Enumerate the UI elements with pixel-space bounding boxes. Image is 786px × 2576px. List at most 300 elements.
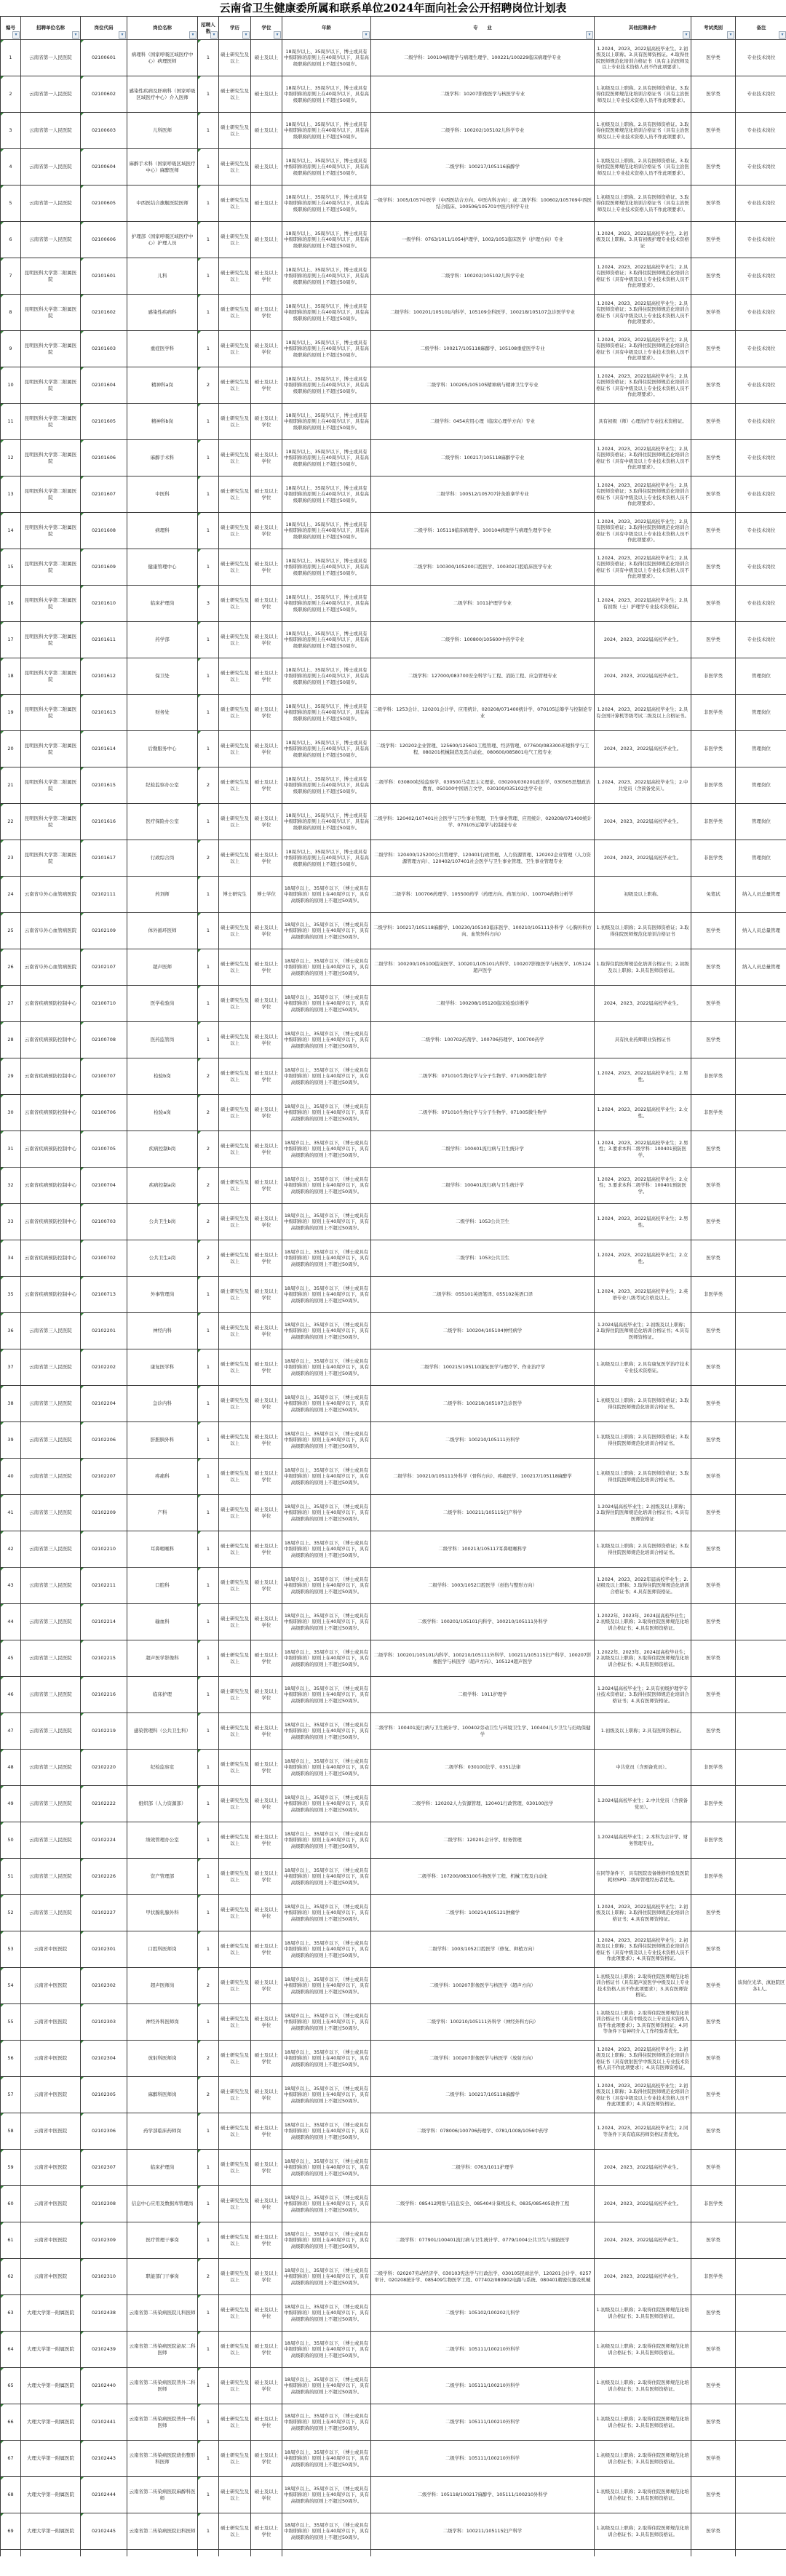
cell-num[interactable]: 2	[198, 1131, 219, 1167]
cell-code[interactable]: 02102207	[81, 1459, 127, 1494]
cell-code[interactable]: 02102222	[81, 1786, 127, 1822]
cell-note[interactable]	[736, 2150, 786, 2185]
cell-name[interactable]: 云南省第二传染病医院普外一科医师	[127, 2404, 198, 2440]
cell-note[interactable]	[736, 986, 786, 1021]
cell-edu[interactable]: 硕士研究生及以上	[219, 1095, 251, 1131]
cell-exam[interactable]: 医学类	[691, 186, 736, 221]
column-header-code[interactable]: 岗位代码 ▾	[81, 17, 127, 39]
cell-major[interactable]: 二级学科：100104病理学与病理生理学、100221/100229临床病理学专业	[371, 40, 595, 76]
cell-age[interactable]: 18周岁以上、35周岁以下，博士或具有中级职称的原则上在40周岁以下，具有高级职称的原则上不超过50周岁。	[282, 331, 371, 367]
cell-deg[interactable]: 硕士及以上学位	[251, 2368, 282, 2404]
cell-cond[interactable]: 1.初级及以上职称；2.取得住院医师规范化培训合格证书；3.具有医师资格证。	[595, 2295, 691, 2331]
cell-code[interactable]: 02102305	[81, 2077, 127, 2113]
cell-cond[interactable]	[595, 2550, 691, 2556]
cell-exam[interactable]: 医学类	[691, 2077, 736, 2113]
cell-exam[interactable]: 医学类	[691, 295, 736, 330]
cell-note[interactable]: 专业技术岗位	[736, 331, 786, 367]
cell-unit[interactable]: 云南省中医医院	[21, 2004, 81, 2040]
cell-deg[interactable]: 硕士及以上学位	[251, 1277, 282, 1312]
cell-name[interactable]: 临床护理	[127, 1677, 198, 1712]
cell-num[interactable]: 1	[198, 1495, 219, 1531]
cell-n[interactable]: 48	[1, 1750, 21, 1785]
cell-unit[interactable]: 云南省第一人民医院	[21, 113, 81, 148]
cell-unit[interactable]: 云南省第三人民医院	[21, 1422, 81, 1458]
cell-edu[interactable]: 硕士研究生及以上	[219, 1277, 251, 1312]
cell-note[interactable]	[736, 1277, 786, 1312]
cell-n[interactable]: 39	[1, 1422, 21, 1458]
cell-edu[interactable]: 硕士研究生及以上	[219, 1495, 251, 1531]
cell-major[interactable]: 二级学科：100218/105107急诊医学	[371, 1386, 595, 1421]
cell-cond[interactable]: 1.2024、2023、2022届高校毕业生。2.初级及以上职称。3.具有医师资格证。4.取得住院医师规范化培训合格证书（具有主治医师及以上专业技术资格人员不作此项要求）。	[595, 40, 691, 76]
cell-age[interactable]: 18周岁以上、35周岁以下，（博士或具有中级职称的）原则上在40周岁以下，具有高级职称的原则上不超过50周岁。	[282, 2113, 371, 2149]
cell-major[interactable]: 二级学科：1053公共卫生	[371, 1240, 595, 1276]
cell-n[interactable]: 19	[1, 695, 21, 730]
cell-deg[interactable]: 硕士及以上学位	[251, 658, 282, 694]
cell-unit[interactable]: 云南省中医医院	[21, 2077, 81, 2113]
cell-unit[interactable]: 云南省阜外心血管病医院	[21, 913, 81, 949]
cell-num[interactable]: 2	[198, 1058, 219, 1094]
cell-name[interactable]: 云南省第二传染病医院妇科医师	[127, 2513, 198, 2549]
cell-name[interactable]: 保卫处	[127, 658, 198, 694]
cell-deg[interactable]: 硕士及以上学位	[251, 2404, 282, 2440]
cell-name[interactable]: 口腔科医师岗	[127, 1931, 198, 1967]
cell-unit[interactable]	[21, 2550, 81, 2556]
cell-unit[interactable]: 云南省第一人民医院	[21, 76, 81, 112]
filter-dropdown-icon[interactable]: ▾	[210, 31, 218, 39]
cell-exam[interactable]: 非医学类	[691, 1859, 736, 1894]
cell-note[interactable]	[736, 1750, 786, 1785]
cell-note[interactable]	[736, 2441, 786, 2476]
cell-unit[interactable]: 大理大学第一附属医院	[21, 2477, 81, 2513]
cell-n[interactable]: 62	[1, 2259, 21, 2294]
filter-dropdown-icon[interactable]: ▾	[362, 31, 370, 39]
cell-edu[interactable]: 硕士研究生及以上	[219, 767, 251, 803]
cell-exam[interactable]: 医学类	[691, 1204, 736, 1240]
cell-cond[interactable]: 1.2024、2023、2022届高校毕业生。2.初级及以上职称。3.具有初级护理专业技术资格证	[595, 222, 691, 258]
cell-edu[interactable]: 硕士研究生及以上	[219, 1640, 251, 1676]
cell-edu[interactable]: 硕士研究生及以上	[219, 1240, 251, 1276]
cell-note[interactable]: 管理岗位	[736, 840, 786, 876]
cell-exam[interactable]: 医学类	[691, 1459, 736, 1494]
cell-edu[interactable]: 硕士研究生及以上	[219, 1895, 251, 1931]
cell-note[interactable]	[736, 2513, 786, 2549]
cell-code[interactable]: 02102440	[81, 2368, 127, 2404]
cell-n[interactable]: 2	[1, 76, 21, 112]
cell-edu[interactable]: 硕士研究生及以上	[219, 1058, 251, 1094]
cell-unit[interactable]: 云南省第三人民医院	[21, 1386, 81, 1421]
cell-major[interactable]: 二级学科：085412网络与信息安全、085404计算机技术、0835/085405软件工程	[371, 2186, 595, 2222]
cell-exam[interactable]: 医学类	[691, 476, 736, 512]
cell-num[interactable]: 1	[198, 76, 219, 112]
cell-cond[interactable]: 1.2024、2023、2022届高校毕业生；2.女性；3.要求本科二级学科：100401预防医学。	[595, 1168, 691, 1203]
cell-age[interactable]: 18周岁以上、35周岁以下，博士或具有中级职称的原则上在40周岁以下，具有高级职称的原则上不超过50周岁。	[282, 549, 371, 585]
cell-edu[interactable]: 硕士研究生及以上	[219, 658, 251, 694]
cell-unit[interactable]: 云南省疾病预防控制中心	[21, 986, 81, 1021]
cell-age[interactable]: 18周岁以上、35周岁以下，（博士或具有中级职称的）原则上在40周岁以下，具有高级职称的原则上不超过50周岁。	[282, 1531, 371, 1567]
cell-edu[interactable]: 硕士研究生及以上	[219, 1968, 251, 2003]
cell-note[interactable]	[736, 2077, 786, 2113]
cell-name[interactable]: 健康管理中心	[127, 549, 198, 585]
cell-age[interactable]: 18周岁以上、35周岁以下，（博士或具有中级职称的）原则上在40周岁以下，具有高级职称的原则上不超过50周岁。	[282, 986, 371, 1021]
cell-name[interactable]: 公共卫生a岗	[127, 1240, 198, 1276]
cell-cond[interactable]: 1.2024、2023、2022届高校毕业生；2.具有医师资格证；3.取得住院医师规范化培训合格证书（具有中级及以上专业技术资格人员不作此项要求）。	[595, 258, 691, 294]
cell-name[interactable]: 耳鼻咽喉科	[127, 1531, 198, 1567]
cell-num[interactable]: 1	[198, 440, 219, 476]
cell-age[interactable]: 18周岁以上、35周岁以下，（博士或具有中级职称的）原则上在40周岁以下，具有高级职称的原则上不超过50周岁。	[282, 1277, 371, 1312]
cell-edu[interactable]: 硕士研究生及以上	[219, 586, 251, 621]
cell-num[interactable]: 1	[198, 1349, 219, 1385]
cell-age[interactable]: 18周岁以上、35周岁以下，（博士或具有中级职称的）原则上在40周岁以下，具有高级职称的原则上不超过50周岁。	[282, 913, 371, 949]
cell-name[interactable]: 康复医学科	[127, 1349, 198, 1385]
cell-deg[interactable]: 硕士及以上学位	[251, 1459, 282, 1494]
cell-note[interactable]	[736, 1895, 786, 1931]
cell-code[interactable]: 02100713	[81, 1277, 127, 1312]
cell-age[interactable]: 18周岁以上、35周岁以下，（博士或具有中级职称的）原则上在40周岁以下，具有高级职称的原则上不超过50周岁。	[282, 1240, 371, 1276]
cell-exam[interactable]: 医学类	[691, 2004, 736, 2040]
cell-name[interactable]: 神经外科医师岗	[127, 2004, 198, 2040]
cell-age[interactable]: 18周岁以上、35周岁以下，博士或具有中级职称的原则上在40周岁以下，具有高级职称的原则上不超过50周岁。	[282, 295, 371, 330]
cell-note[interactable]: 管理岗位	[736, 767, 786, 803]
cell-code[interactable]: 02101604	[81, 367, 127, 403]
cell-name[interactable]: 药剂师	[127, 877, 198, 912]
cell-edu[interactable]: 硕士研究生及以上	[219, 2150, 251, 2185]
cell-name[interactable]: 药学部	[127, 622, 198, 658]
cell-age[interactable]: 18周岁以上、35周岁以下，博士或具有中级职称的原则上在40周岁以下，具有高级职称的原则上不超过50周岁。	[282, 367, 371, 403]
cell-exam[interactable]: 医学类	[691, 549, 736, 585]
cell-n[interactable]: 34	[1, 1240, 21, 1276]
cell-unit[interactable]: 云南省中医医院	[21, 2259, 81, 2294]
cell-num[interactable]: 1	[198, 2186, 219, 2222]
cell-note[interactable]	[736, 1168, 786, 1203]
cell-note[interactable]	[736, 2295, 786, 2331]
cell-note[interactable]: 纳入人员总量管理	[736, 877, 786, 912]
cell-cond[interactable]: 1.2024、2023、2022届高校毕业生；2.具有医师资格证；3.取得住院医师规范化培训合格证书（具有中级及以上专业技术资格人员不作此项要求）。	[595, 295, 691, 330]
cell-edu[interactable]: 硕士研究生及以上	[219, 1786, 251, 1822]
cell-name[interactable]: 临床护理岗	[127, 2150, 198, 2185]
cell-unit[interactable]: 云南省第三人民医院	[21, 1786, 81, 1822]
cell-name[interactable]: 临床护理岗	[127, 586, 198, 621]
cell-major[interactable]: 二级学科：100210/105111外科学	[371, 1422, 595, 1458]
cell-name[interactable]: 病理科（国家呼吸区域医疗中心）病理医师	[127, 40, 198, 76]
cell-note[interactable]: 纳入人员总量管理	[736, 949, 786, 985]
cell-age[interactable]: 18周岁以上、35周岁以下，（博士或具有中级职称的）原则上在40周岁以下，具有高级职称的原则上不超过50周岁。	[282, 2004, 371, 2040]
cell-age[interactable]: 18周岁以上、35周岁以下，（博士或具有中级职称的）原则上在40周岁以下，具有高级职称的原则上不超过50周岁。	[282, 1459, 371, 1494]
cell-exam[interactable]: 医学类	[691, 1568, 736, 1603]
cell-code[interactable]: 02102109	[81, 913, 127, 949]
cell-name[interactable]: 超声医学影像科	[127, 1640, 198, 1676]
cell-num[interactable]: 1	[198, 1895, 219, 1931]
cell-unit[interactable]: 昆明医科大学第二附属医院	[21, 695, 81, 730]
cell-cond[interactable]: 1.2024、2023、2022届高校毕业生；2.初级及以上职称；3.取得住院医师规范化培训合格证书（具有中级及以上专业技术资格人员不作此项要求）；4.具有医师资格证。	[595, 1931, 691, 1967]
cell-unit[interactable]: 云南省疾病预防控制中心	[21, 1168, 81, 1203]
cell-cond[interactable]: 1.初级及以上职称；2.具有医师资格证；3.取得住院医师规范化培训合格证书。	[595, 1531, 691, 1567]
cell-age[interactable]: 18周岁以上、35周岁以下，（博士或具有中级职称的）原则上在40周岁以下，具有高级职称的原则上不超过50周岁。	[282, 2259, 371, 2294]
cell-note[interactable]: 专业技术岗位	[736, 404, 786, 439]
cell-deg[interactable]: 硕士及以上学位	[251, 1022, 282, 1058]
cell-cond[interactable]: 1.2024、2023、2022届高校毕业生；2.具有医师资格证；3.取得住院医师规范化培训合格证书（具有中级及以上专业技术资格人员不作此项要求）。	[595, 513, 691, 549]
cell-major[interactable]: 二级学科：100401流行病与卫生统计学	[371, 1131, 595, 1167]
cell-cond[interactable]: 1.初级及以上职称；2.取得住院医师规范化培训合格证书；3.具有医师资格证。	[595, 2477, 691, 2513]
cell-edu[interactable]: 博士研究生	[219, 877, 251, 912]
cell-deg[interactable]: 硕士及以上学位	[251, 804, 282, 840]
cell-code[interactable]: 02102443	[81, 2441, 127, 2476]
cell-major[interactable]: 二级学科：100217/105116麻醉学	[371, 149, 595, 185]
column-header-n[interactable]: 编号 ▾	[1, 17, 21, 39]
cell-name[interactable]: 后勤服务中心	[127, 731, 198, 767]
cell-cond[interactable]: 1.2024届高校毕业生；2.中共党员（含预备党员）。	[595, 1786, 691, 1822]
cell-unit[interactable]: 云南省疾病预防控制中心	[21, 1204, 81, 1240]
cell-age[interactable]: 18周岁以上、35周岁以下，（博士或具有中级职称的）原则上在40周岁以下，具有高级职称的原则上不超过50周岁。	[282, 1095, 371, 1131]
cell-num[interactable]: 2	[198, 2259, 219, 2294]
cell-major[interactable]: 二级学科：120400/125200公共管理学、120401行政管理、人力资源管理、120202企业管理（人力资源管理方向）、120402/107401社会医学与卫生事业管理、卫生事业管理专业	[371, 840, 595, 876]
cell-note[interactable]	[736, 1604, 786, 1640]
cell-unit[interactable]: 云南省中医医院	[21, 2150, 81, 2185]
cell-note[interactable]	[736, 1713, 786, 1749]
cell-exam[interactable]: 医学类	[691, 2041, 736, 2076]
cell-num[interactable]: 2	[198, 1240, 219, 1276]
cell-name[interactable]: 信息中心应用及数据库管理岗	[127, 2186, 198, 2222]
cell-deg[interactable]: 硕士及以上学位	[251, 622, 282, 658]
cell-n[interactable]: 43	[1, 1568, 21, 1603]
cell-exam[interactable]: 医学类	[691, 1713, 736, 1749]
cell-n[interactable]: 41	[1, 1495, 21, 1531]
cell-edu[interactable]: 硕士研究生及以上	[219, 1422, 251, 1458]
cell-major[interactable]: 二级学科：100202/105102儿科学专业	[371, 258, 595, 294]
cell-exam[interactable]: 非医学类	[691, 1786, 736, 1822]
cell-deg[interactable]: 硕士及以上学位	[251, 695, 282, 730]
cell-n[interactable]: 44	[1, 1604, 21, 1640]
cell-unit[interactable]: 云南省第三人民医院	[21, 1313, 81, 1349]
cell-name[interactable]: 行政综合岗	[127, 840, 198, 876]
cell-major[interactable]: 二级学科：1003/1052口腔医学（修复、种植方向）	[371, 1931, 595, 1967]
cell-name[interactable]: 口腔科	[127, 1568, 198, 1603]
cell-n[interactable]: 40	[1, 1459, 21, 1494]
cell-exam[interactable]: 医学类	[691, 513, 736, 549]
cell-code[interactable]: 02102201	[81, 1313, 127, 1349]
cell-edu[interactable]: 硕士研究生及以上	[219, 840, 251, 876]
cell-deg[interactable]: 硕士及以上学位	[251, 295, 282, 330]
column-header-unit[interactable]: 招聘单位名称 ▾	[21, 17, 81, 39]
cell-cond[interactable]: 1.2024、2023、2022届高校毕业生；2.女性。	[595, 1095, 691, 1131]
cell-n[interactable]: 45	[1, 1640, 21, 1676]
cell-code[interactable]: 02102310	[81, 2259, 127, 2294]
cell-n[interactable]: 49	[1, 1786, 21, 1822]
cell-num[interactable]: 1	[198, 658, 219, 694]
cell-num[interactable]: 3	[198, 586, 219, 621]
cell-cond[interactable]: 2024、2023、2022届高校毕业生。	[595, 658, 691, 694]
cell-edu[interactable]: 硕士研究生及以上	[219, 40, 251, 76]
cell-unit[interactable]: 云南省中医医院	[21, 2041, 81, 2076]
column-header-deg[interactable]: 学位 ▾	[251, 17, 282, 39]
cell-note[interactable]: 专业技术岗位	[736, 586, 786, 621]
cell-cond[interactable]: 1.2024、2023、2022届高校毕业生；2.男性。	[595, 1058, 691, 1094]
cell-major[interactable]: 二级学科：100300/105200口腔医学、100302口腔临床医学专业	[371, 549, 595, 585]
cell-note[interactable]: 专业技术岗位	[736, 513, 786, 549]
cell-num[interactable]: 2	[198, 767, 219, 803]
filter-dropdown-icon[interactable]: ▾	[72, 31, 79, 39]
cell-name[interactable]: 放射科医师岗	[127, 2041, 198, 2076]
cell-n[interactable]: 64	[1, 2332, 21, 2367]
cell-age[interactable]: 18周岁以上、35周岁以下，（博士或具有中级职称的）原则上在40周岁以下，具有高级职称的原则上不超过50周岁。	[282, 1168, 371, 1203]
filter-dropdown-icon[interactable]: ▾	[189, 31, 196, 39]
cell-deg[interactable]: 硕士及以上学位	[251, 367, 282, 403]
cell-note[interactable]	[736, 2477, 786, 2513]
cell-deg[interactable]: 硕士及以上学位	[251, 440, 282, 476]
cell-exam[interactable]: 医学类	[691, 1349, 736, 1385]
cell-note[interactable]: 专业技术岗位	[736, 76, 786, 112]
cell-num[interactable]: 1	[198, 2441, 219, 2476]
cell-unit[interactable]: 昆明医科大学第二附属医院	[21, 367, 81, 403]
cell-name[interactable]: 资产管理部	[127, 1859, 198, 1894]
cell-exam[interactable]: 非医学类	[691, 1058, 736, 1094]
cell-edu[interactable]: 硕士研究生及以上	[219, 1313, 251, 1349]
cell-name[interactable]: 疼痛科	[127, 1459, 198, 1494]
cell-n[interactable]: 25	[1, 913, 21, 949]
cell-n[interactable]: 35	[1, 1277, 21, 1312]
cell-edu[interactable]: 硕士研究生及以上	[219, 804, 251, 840]
cell-edu[interactable]: 硕士研究生及以上	[219, 549, 251, 585]
cell-code[interactable]: 02102209	[81, 1495, 127, 1531]
cell-n[interactable]: 46	[1, 1677, 21, 1712]
cell-deg[interactable]: 硕士及以上学位	[251, 2113, 282, 2149]
cell-note[interactable]: 专业技术岗位	[736, 40, 786, 76]
cell-num[interactable]: 1	[198, 804, 219, 840]
cell-major[interactable]: 二级学科：105118/100217麻醉学、105111/100210外科学	[371, 2477, 595, 2513]
cell-code[interactable]: 02102211	[81, 1568, 127, 1603]
cell-name[interactable]: 感染性疾病科	[127, 295, 198, 330]
cell-n[interactable]: 33	[1, 1204, 21, 1240]
cell-note[interactable]: 纳入人员总量管理	[736, 913, 786, 949]
cell-deg[interactable]: 硕士及以上学位	[251, 2441, 282, 2476]
cell-code[interactable]: 02101617	[81, 840, 127, 876]
cell-major[interactable]: 二级学科：100800/105600中药学专业	[371, 622, 595, 658]
cell-num[interactable]: 1	[198, 2150, 219, 2185]
cell-unit[interactable]: 昆明医科大学第二附属医院	[21, 295, 81, 330]
cell-code[interactable]: 02102307	[81, 2150, 127, 2185]
cell-n[interactable]: 66	[1, 2404, 21, 2440]
cell-code[interactable]: 02102206	[81, 1422, 127, 1458]
cell-deg[interactable]: 硕士及以上学位	[251, 2004, 282, 2040]
cell-exam[interactable]: 非医学类	[691, 767, 736, 803]
cell-name[interactable]: 医学检验岗	[127, 986, 198, 1021]
cell-deg[interactable]: 硕士及以上学位	[251, 1604, 282, 1640]
cell-unit[interactable]: 昆明医科大学第二附属医院	[21, 440, 81, 476]
cell-edu[interactable]: 硕士研究生及以上	[219, 295, 251, 330]
cell-note[interactable]: 管理岗位	[736, 731, 786, 767]
cell-name[interactable]: 云南省第二传染病医院烧伤整形科医师	[127, 2441, 198, 2476]
cell-edu[interactable]: 硕士研究生及以上	[219, 1713, 251, 1749]
cell-cond[interactable]: 1.初级及以上职称；2.取得住院医师规范化培训合格证书；3.具有医师资格证。	[595, 2404, 691, 2440]
cell-major[interactable]: 二级学科：100215/105110康复医学与理疗学、作业治疗学	[371, 1349, 595, 1385]
cell-name[interactable]: 感染性疾病及肝病科（国家呼吸区域医疗中心）介入医师	[127, 76, 198, 112]
cell-name[interactable]: 精神科a岗	[127, 367, 198, 403]
cell-exam[interactable]: 非医学类	[691, 2186, 736, 2222]
cell-code[interactable]: 02102309	[81, 2222, 127, 2258]
cell-code[interactable]: 02100706	[81, 1095, 127, 1131]
cell-code[interactable]: 02102304	[81, 2041, 127, 2076]
cell-unit[interactable]: 昆明医科大学第二附属医院	[21, 586, 81, 621]
cell-cond[interactable]: 中共党员（含预备党员）。	[595, 1750, 691, 1785]
cell-num[interactable]: 2	[198, 840, 219, 876]
cell-exam[interactable]: 医学类	[691, 2332, 736, 2367]
cell-age[interactable]: 18周岁以上、35周岁以下，（博士或具有中级职称的）原则上在40周岁以下，具有高级职称的原则上不超过50周岁。	[282, 1022, 371, 1058]
cell-name[interactable]: 公共卫生b岗	[127, 1204, 198, 1240]
cell-age[interactable]: 18周岁以上、35周岁以下，（博士或具有中级职称的）原则上在40周岁以下，具有高级职称的原则上不超过50周岁。	[282, 2368, 371, 2404]
cell-unit[interactable]: 云南省疾病预防控制中心	[21, 1131, 81, 1167]
cell-unit[interactable]: 昆明医科大学第二附属医院	[21, 404, 81, 439]
cell-unit[interactable]: 云南省阜外心血管病医院	[21, 949, 81, 985]
cell-exam[interactable]: 医学类	[691, 2295, 736, 2331]
cell-n[interactable]: 1	[1, 40, 21, 76]
cell-exam[interactable]: 非医学类	[691, 1277, 736, 1312]
cell-n[interactable]: 13	[1, 476, 21, 512]
cell-code[interactable]: 02101616	[81, 804, 127, 840]
column-header-name[interactable]: 岗位名称 ▾	[127, 17, 198, 39]
cell-num[interactable]: 1	[198, 1022, 219, 1058]
cell-exam[interactable]: 非医学类	[691, 804, 736, 840]
cell-major[interactable]: 二级学科：055101英语笔译、055102英语口译	[371, 1277, 595, 1312]
cell-name[interactable]: 纪检监察办公室	[127, 767, 198, 803]
cell-deg[interactable]: 硕士及以上学位	[251, 913, 282, 949]
cell-note[interactable]	[736, 1022, 786, 1058]
cell-age[interactable]: 18周岁以上、35周岁以下，（博士或具有中级职称的）原则上在40周岁以下，具有高级职称的原则上不超过50周岁。	[282, 2186, 371, 2222]
cell-edu[interactable]: 硕士研究生及以上	[219, 913, 251, 949]
cell-deg[interactable]	[251, 2550, 282, 2556]
cell-code[interactable]: 02102306	[81, 2113, 127, 2149]
cell-note[interactable]	[736, 1204, 786, 1240]
cell-note[interactable]	[736, 1058, 786, 1094]
cell-cond[interactable]: 2024、2023、2022届高校毕业生。	[595, 840, 691, 876]
cell-note[interactable]: 专业技术岗位	[736, 222, 786, 258]
cell-cond[interactable]: 1.初级及以上职称。2.具有医师资格证。3.取得住院医师规范化培训合格证书（具有主治医师及以上专业技术资格人员不作此项要求）。	[595, 113, 691, 148]
cell-cond[interactable]: 1.2024、2023、2022届高校毕业生；2.初级及以上职称；3.取得住院医师规范化培训合格证书；4.具有医师资格证。	[595, 1895, 691, 1931]
cell-code[interactable]: 02102215	[81, 1640, 127, 1676]
cell-age[interactable]: 18周岁以上、35周岁以下，（博士或具有中级职称的）原则上在40周岁以下，具有高级职称的原则上不超过50周岁。	[282, 1386, 371, 1421]
cell-unit[interactable]: 云南省第三人民医院	[21, 1349, 81, 1385]
cell-edu[interactable]: 硕士研究生及以上	[219, 1531, 251, 1567]
cell-edu[interactable]: 硕士研究生及以上	[219, 2441, 251, 2476]
cell-num[interactable]: 1	[198, 186, 219, 221]
cell-deg[interactable]: 硕士及以上学位	[251, 2259, 282, 2294]
cell-exam[interactable]: 非医学类	[691, 840, 736, 876]
cell-exam[interactable]: 医学类	[691, 1531, 736, 1567]
cell-cond[interactable]: 初级及以上职称。	[595, 877, 691, 912]
cell-major[interactable]: 二级学科：100213/105117耳鼻咽喉科学	[371, 1531, 595, 1567]
cell-name[interactable]: 甲状腺乳腺外科	[127, 1895, 198, 1931]
column-header-exam[interactable]: 考试类别 ▾	[691, 17, 736, 39]
cell-num[interactable]: 1	[198, 476, 219, 512]
cell-code[interactable]: 02101613	[81, 695, 127, 730]
cell-cond[interactable]: 具有执业药师职业资格证书	[595, 1022, 691, 1058]
cell-edu[interactable]: 硕士研究生及以上	[219, 513, 251, 549]
cell-unit[interactable]: 昆明医科大学第二附属医院	[21, 767, 81, 803]
cell-age[interactable]: 18周岁以上、35周岁以下，博士或具有中级职称的原则上在40周岁以下，具有高级职称的原则上不超过50周岁。	[282, 440, 371, 476]
cell-major[interactable]: 二级学科：100201/105101内科学、100210/105111外科学、100211/105115妇产科学、100207影像医学与核医学（超声方向）、105124超声医学	[371, 1640, 595, 1676]
cell-n[interactable]: 36	[1, 1313, 21, 1349]
cell-edu[interactable]: 硕士研究生及以上	[219, 1859, 251, 1894]
cell-note[interactable]	[736, 2550, 786, 2556]
cell-age[interactable]: 18周岁以上、35周岁以下，（博士或具有中级职称的）原则上在40周岁以下，具有高级职称的原则上不超过50周岁。	[282, 2441, 371, 2476]
cell-exam[interactable]: 非医学类	[691, 1095, 736, 1131]
cell-num[interactable]: 1	[198, 913, 219, 949]
cell-note[interactable]	[736, 1095, 786, 1131]
cell-exam[interactable]: 医学类	[691, 1495, 736, 1531]
cell-deg[interactable]: 硕士及以上学位	[251, 840, 282, 876]
cell-cond[interactable]: 1.初级及以上职称；2.取得住院医师规范化培训合格证书（具有超声波医学中级及以上专业技术资格人员不作此项要求）；3.具有医师资格证。	[595, 1968, 691, 2003]
cell-deg[interactable]: 硕士及以上学位	[251, 2222, 282, 2258]
cell-name[interactable]: 体外循环医师	[127, 913, 198, 949]
cell-age[interactable]: 18周岁以上、35周岁以下，博士或具有中级职称的原则上在40周岁以下，具有高级职称的原则上不超过50周岁。	[282, 804, 371, 840]
